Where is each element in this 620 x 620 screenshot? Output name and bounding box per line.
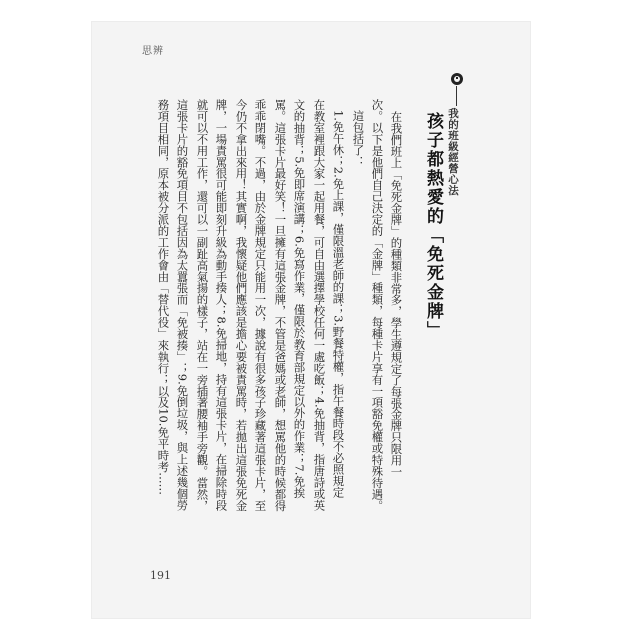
body-line: 今仍不拿出來用！其實啊，我懷疑他們應該是擔心要被責罵時，若拋出這張免死金 — [234, 99, 249, 512]
body-line: 在教室裡跟大家一起用餐，可自由選擇學校任何一處吃飯；4.免抽背，指唐詩或英 — [312, 99, 327, 511]
section-label: 我的班級經營心法 — [447, 108, 459, 196]
ink-bottle-icon — [451, 73, 463, 85]
chapter-title: 孩子都熱愛的「免死金牌」 — [423, 112, 443, 340]
ornament-line — [456, 86, 457, 106]
body-line: 文的抽背；5.免即席演講；6.免寫作業，僅限於教育部規定以外的作業；7.免挨 — [292, 99, 307, 499]
body-line: 這包括了： — [351, 110, 366, 168]
page-number: 191 — [150, 569, 171, 582]
body-line: 次。以下是他們自己決定的「金牌」種類，每種卡片享有一項豁免權或特殊待遇。 — [370, 99, 385, 512]
body-line: 就可以不用工作，還可以一副趾高氣揚的樣子，站在一旁插著腰袖手旁觀。當然， — [195, 99, 210, 512]
body-line: 罵。這張卡片最好笑！一旦擁有這張金牌，不管是爸媽或老師，想罵他的時候都得 — [273, 99, 288, 512]
body-line: 在我們班上「免死金牌」的種類非常多，學生遵規定了每張金牌只限用一 — [389, 111, 404, 478]
body-line: 這張卡片的豁免項目不包括因為太囂張而「免被揍」；9.免倒垃圾，與上述幾個勞 — [175, 99, 190, 511]
running-head: 思辨 — [142, 46, 164, 57]
body-line: 1.免午休；2.免上課，僅限溫老師的課；3.野餐特權，指午餐時段不必照規定 — [331, 110, 346, 498]
body-line: 乖乖閉嘴。不過，由於金牌規定只能用一次，據說有很多孩子珍藏著這張卡片，至 — [253, 99, 268, 512]
body-line: 務項目相同，原本被分派的工作會由「替代役」來執行；以及10.免平時考…… — [156, 99, 171, 496]
body-line: 牌，一場責罵很可能即刻升級為動手揍人；8.免掃地，持有這張卡片，在掃除時段 — [214, 99, 229, 511]
